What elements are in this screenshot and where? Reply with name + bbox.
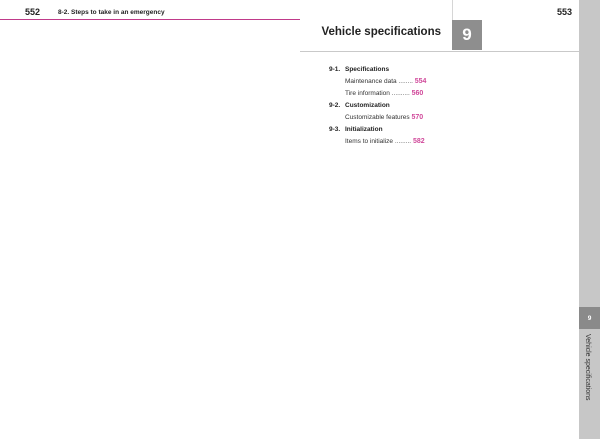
toc-item[interactable] <box>329 88 449 100</box>
toc-item-dots: ........ <box>398 78 413 85</box>
toc-section-title: Initialization <box>345 126 383 133</box>
chapter-toc <box>329 64 449 148</box>
chapter-header <box>300 20 579 52</box>
left-page-number: 552 <box>25 7 41 17</box>
toc-section-heading <box>329 124 449 136</box>
thumb-tab-label: Vehicle specifications <box>584 334 591 401</box>
toc-section-number: 9-1. <box>329 66 341 73</box>
toc-section-number: 9-3. <box>329 126 341 133</box>
toc-section-title: Customization <box>345 102 390 109</box>
right-page-number: 553 <box>557 7 573 17</box>
toc-item-label: Tire information <box>345 90 390 97</box>
toc-item-dots: ......... <box>394 138 412 145</box>
chapter-box-divider <box>452 0 483 20</box>
left-section-title: 8-2. Steps to take in an emergency <box>58 9 165 16</box>
left-page-header <box>0 0 300 22</box>
toc-item-page[interactable]: 560 <box>411 90 424 97</box>
chapter-number-box: 9 <box>452 20 482 50</box>
toc-section-title: Specifications <box>345 66 390 73</box>
toc-section-heading <box>329 100 449 112</box>
chapter-rule <box>300 51 579 52</box>
toc-item-page[interactable]: 582 <box>412 138 425 145</box>
toc-item-page[interactable]: 554 <box>414 78 427 85</box>
thumb-tab-number: 9 <box>579 307 600 329</box>
toc-item[interactable] <box>329 112 449 124</box>
chapter-title: Vehicle specifications <box>321 26 441 38</box>
toc-item-label: Items to initialize <box>345 138 394 145</box>
toc-item-page[interactable]: 570 <box>411 114 424 121</box>
toc-item-label: Customizable features <box>345 114 410 121</box>
toc-item-dots: .......... <box>391 90 410 97</box>
toc-section-number: 9-2. <box>329 102 341 109</box>
toc-item-label: Maintenance data <box>345 78 397 85</box>
toc-item[interactable] <box>329 76 449 88</box>
left-header-rule <box>0 19 300 20</box>
toc-item[interactable] <box>329 136 449 148</box>
toc-section-heading <box>329 64 449 76</box>
